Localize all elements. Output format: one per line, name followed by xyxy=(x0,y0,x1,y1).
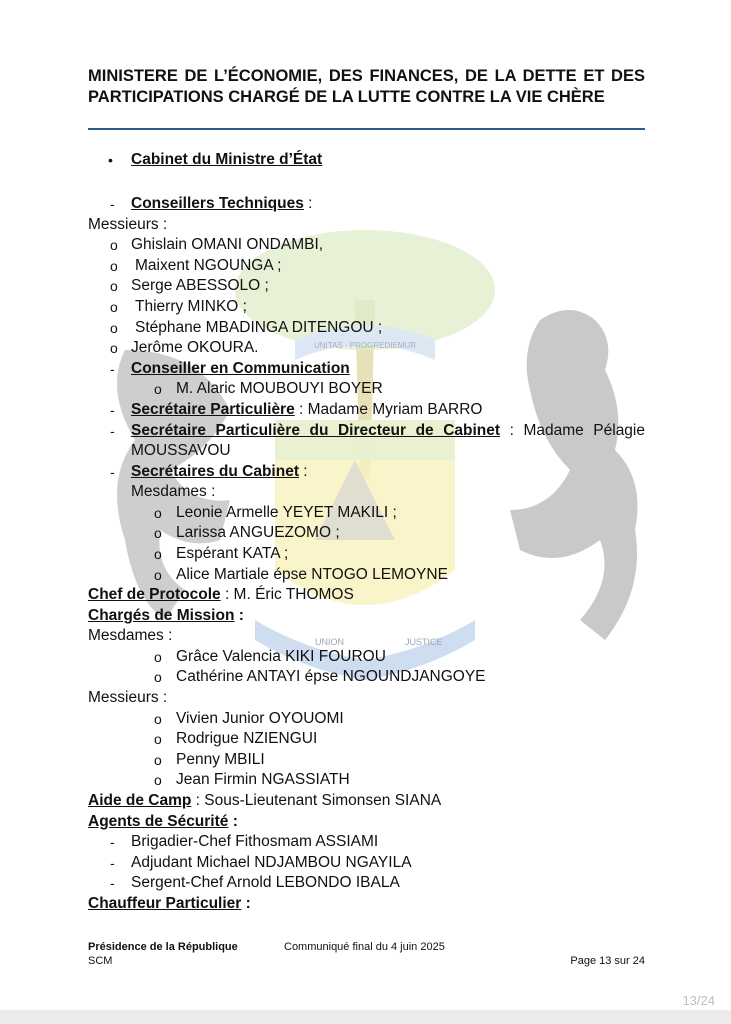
viewer-page-indicator: 13/24 xyxy=(682,993,715,1008)
ministry-title: MINISTERE DE L’ÉCONOMIE, DES FINANCES, DE LA DETTE ET DES PARTICIPATIONS CHARGÉ DE LA LUTTE CONTRE LA VIE CHÈRE xyxy=(88,67,645,106)
list-item: o Rodrigue NZIENGUI xyxy=(154,730,318,748)
list-item: o Ghislain OMANI ONDAMBI, xyxy=(110,236,324,254)
list-item: o Leonie Armelle YEYET MAKILI ; xyxy=(154,503,397,521)
footer-scm: SCM xyxy=(88,955,113,967)
protocole-line: Chef de Protocole : M. Éric THOMOS xyxy=(88,586,354,604)
list-item: o Alice Martiale épse NTOGO LEMOYNE xyxy=(154,565,448,583)
list-item: - Adjudant Michael NDJAMBOU NGAYILA xyxy=(110,853,412,871)
banner-right-text: JUSTICE xyxy=(405,637,443,647)
securite-label: Agents de Sécurité xyxy=(88,812,229,830)
footer-page-number: Page 13 sur 24 xyxy=(570,955,645,967)
secretaire-directeur-line: - Secrétaire Particulière du Directeur de Cabinet : Madame Pélagie MOUSSAVOU xyxy=(110,421,645,460)
list-item: o M. Alaric MOUBOUYI BOYER xyxy=(154,380,383,398)
list-item: o Thierry MINKO ; xyxy=(110,297,247,315)
page-footer xyxy=(88,940,645,968)
secretaires-cabinet-heading: - Secrétaires du Cabinet : xyxy=(110,462,308,480)
secretaire-label: Secrétaire Particulière xyxy=(131,400,295,418)
list-item: o Stéphane MBADINGA DITENGOU ; xyxy=(110,318,383,336)
list-item: - Brigadier-Chef Fithosmam ASSIAMI xyxy=(110,833,379,851)
list-item: o Vivien Junior OYOUOMI xyxy=(154,709,344,727)
conseillers-label: Conseillers Techniques xyxy=(131,195,304,212)
conseillers-group: Messieurs : xyxy=(88,215,168,233)
section-title: Cabinet du Ministre d’État xyxy=(131,151,323,168)
footer-communique: Communiqué final du 4 juin 2025 xyxy=(284,941,445,953)
secretaires-cabinet-label: Secrétaires du Cabinet xyxy=(131,462,299,480)
bullet-marker: • xyxy=(108,152,113,168)
footer-presidence: Présidence de la République xyxy=(88,941,238,953)
secretaires-group: Mesdames : xyxy=(131,483,216,501)
aide-label: Aide de Camp xyxy=(88,792,192,810)
section-heading xyxy=(88,150,645,178)
list-item: o Grâce Valencia KIKI FOUROU xyxy=(154,647,386,665)
top-banner-text: UNITAS · PROGREDIEMUR xyxy=(313,341,417,350)
header-rule xyxy=(88,128,645,130)
aide-line: Aide de Camp : Sous-Lieutenant Simonsen SIANA xyxy=(88,792,442,810)
list-item: o Penny MBILI xyxy=(154,750,265,768)
list-item: o Espérant KATA ; xyxy=(154,544,289,562)
list-item: - Sergent-Chef Arnold LEBONDO IBALA xyxy=(110,874,400,892)
conseillers-list xyxy=(88,235,645,359)
secretaire-line: - Secrétaire Particulière : Madame Myriam BARRO xyxy=(110,400,483,418)
list-item: o Cathérine ANTAYI épse NGOUNDJANGOYE xyxy=(154,668,486,686)
viewer-bottom-bar xyxy=(0,1010,731,1024)
list-item: o Jean Firmin NGASSIATH xyxy=(154,771,350,789)
list-item: o Maixent NGOUNGA ; xyxy=(110,256,282,274)
mission-heading: Chargés de Mission : xyxy=(88,606,244,624)
list-item: o Larissa ANGUEZOMO ; xyxy=(154,524,340,542)
chauffeur-label: Chauffeur Particulier xyxy=(88,895,242,912)
mission-group-f: Mesdames : xyxy=(88,627,173,645)
list-item: o Serge ABESSOLO ; xyxy=(110,277,269,295)
secretaire-directeur-label: Secrétaire Particulière du Directeur de Cabinet xyxy=(131,421,501,439)
mission-label: Chargés de Mission xyxy=(88,606,235,624)
communication-heading: - Conseiller en Communication xyxy=(88,359,645,380)
chauffeur-heading: Chauffeur Particulier : xyxy=(88,895,251,912)
securite-heading: Agents de Sécurité : xyxy=(88,812,238,830)
mission-group-m: Messieurs : xyxy=(88,689,168,707)
secretaires-list xyxy=(88,503,645,585)
list-item: o Jerôme OKOURA. xyxy=(110,339,259,357)
communication-label: Conseiller en Communication xyxy=(131,359,350,377)
conseillers-heading: - Conseillers Techniques : xyxy=(110,195,313,212)
banner-left-text: UNION xyxy=(315,637,344,647)
document-body xyxy=(88,150,645,915)
protocole-label: Chef de Protocole xyxy=(88,586,221,604)
